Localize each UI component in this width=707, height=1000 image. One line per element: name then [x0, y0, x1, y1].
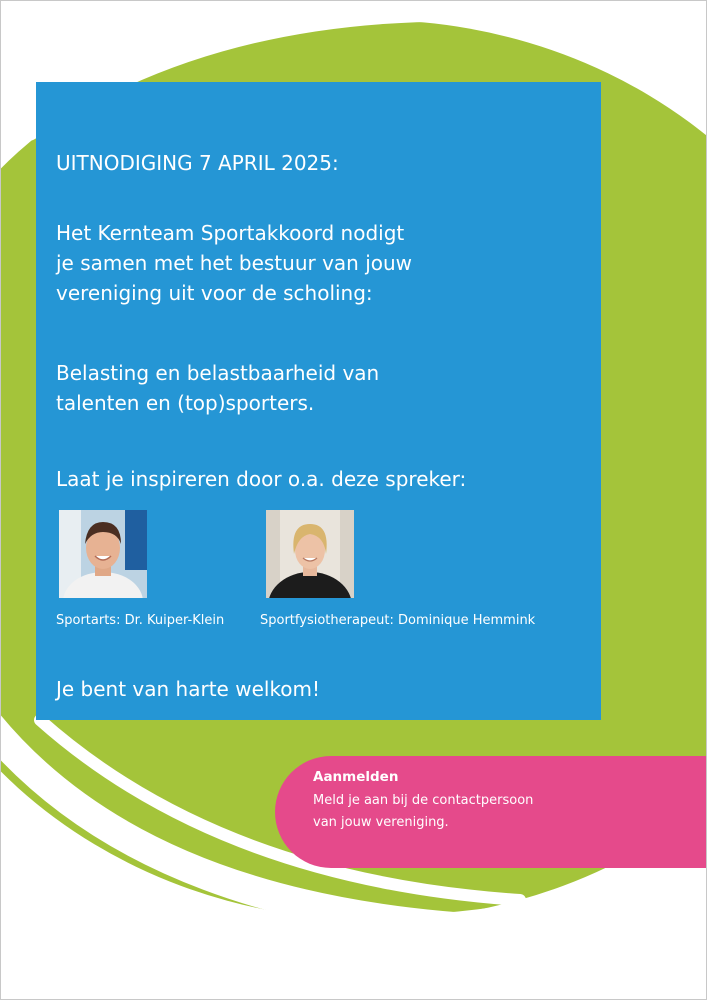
signup-line-2: van jouw vereniging. — [313, 815, 449, 830]
speaker-photo-2 — [266, 510, 354, 598]
signup-title: Aanmelden — [313, 769, 399, 785]
invitation-box — [36, 82, 601, 720]
intro-line-2: je samen met het bestuur van jouw — [56, 251, 413, 275]
topic-line-2: talenten en (top)sporters. — [56, 391, 315, 415]
intro-line-3: vereniging uit voor de scholing: — [56, 281, 373, 305]
welcome-text: Je bent van harte welkom! — [56, 677, 321, 701]
speaker-caption-2: Sportfysiotherapeut: Dominique Hemmink — [260, 613, 536, 628]
signup-line-1: Meld je aan bij de contactpersoon — [313, 793, 534, 808]
speakers-intro: Laat je inspireren door o.a. deze spreker: — [56, 467, 467, 491]
topic-line-1: Belasting en belastbaarheid van — [56, 361, 380, 385]
speaker-photo-1 — [59, 510, 147, 598]
speaker-caption-1: Sportarts: Dr. Kuiper-Klein — [56, 613, 225, 628]
intro-line-1: Het Kernteam Sportakkoord nodigt — [56, 221, 405, 245]
invitation-heading: UITNODIGING 7 APRIL 2025: — [56, 151, 339, 175]
signup-panel — [275, 756, 707, 868]
